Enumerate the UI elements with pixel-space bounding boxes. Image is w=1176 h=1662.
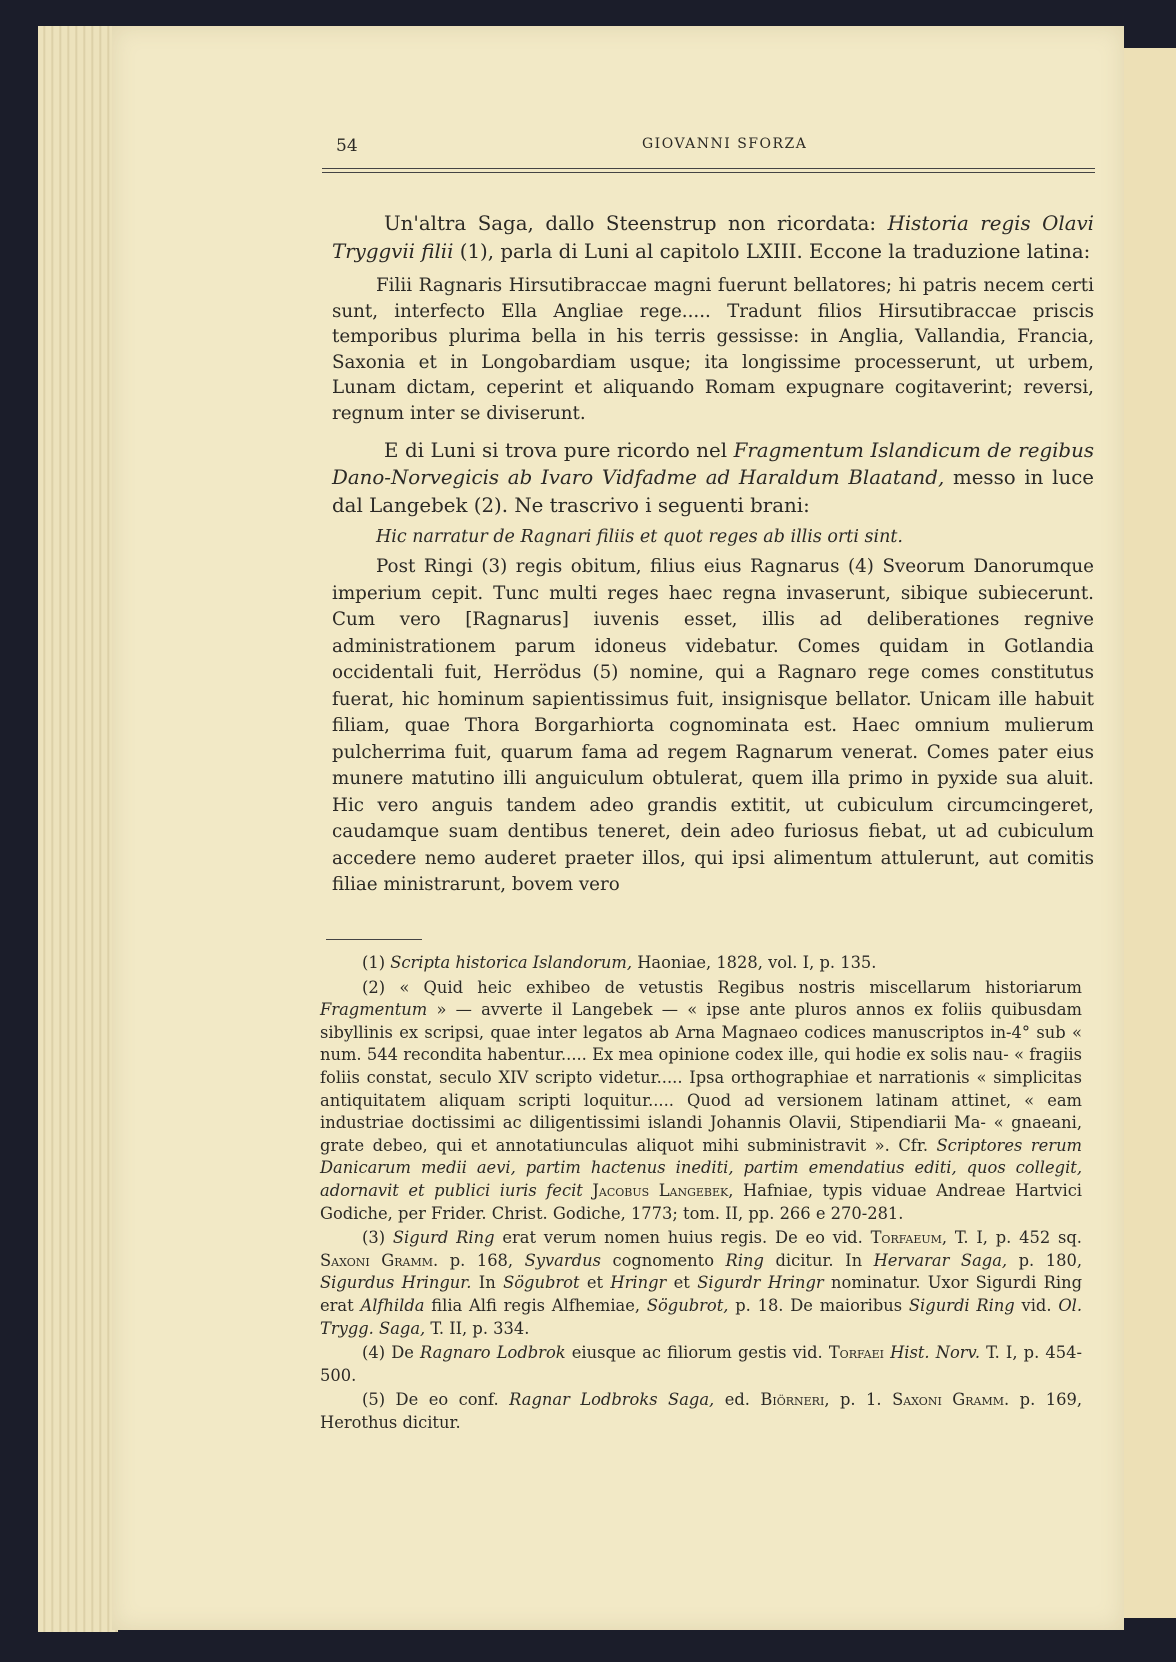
page-number: 54	[336, 136, 358, 156]
main-text	[332, 210, 1094, 899]
page-edges	[38, 26, 118, 1632]
intro-paragraph: Un'altra Saga, dallo Steenstrup non ricordata: Historia regis Olavi Tryggvii filii (1), parla di Luni al capitolo LXIII. Eccone la traduzione latina:	[332, 212, 1094, 263]
footnotes	[320, 952, 1082, 1436]
footnote-5: (5) De eo conf. Ragnar Lodbroks Saga, ed. Biörneri, p. 1. Saxoni Gramm. p. 169, Herothus dicitur.	[320, 1390, 1082, 1432]
section-heading: Hic narratur de Ragnari filiis et quot reges ab illis orti sint.	[376, 527, 903, 548]
second-paragraph: E di Luni si trova pure ricordo nel Fragmentum Islandicum de regibus Dano-Norvegicis ab Ivaro Vidfadme ad Haraldum Blaatand, messo in luce dal Langebek (2). Ne trascrivo i seguenti brani:	[332, 438, 1094, 517]
running-title: GIOVANNI SFORZA	[642, 136, 808, 152]
footnote-3: (3) Sigurd Ring erat verum nomen huius regis. De eo vid. Torfaeum, T. I, p. 452 sq. Saxoni Gramm. p. 168, Syvardus cognomento Ring dicitur. In Hervarar Saga, p. 180, Sigurdus Hringur. In Sögubrot et Hringr et Sigurdr Hringr nominatur. Uxor Sigurdi Ring erat Alfhilda filia Alfi regis Alfhemiae, Sögubrot, p. 18. De maioribus Sigurdi Ring vid. Ol. Trygg. Saga, T. II, p. 334.	[320, 1228, 1083, 1338]
header-rule	[322, 168, 1095, 173]
work-title: Fragmentum Islandicum de regibus Dano-Norvegicis ab Ivaro Vidfadme ad Haraldum Blaatand,	[332, 438, 1094, 490]
facing-page-edge	[1124, 48, 1176, 1618]
footnote-1: (1) Scripta historica Islandorum, Haoniae, 1828, vol. I, p. 135.	[362, 953, 877, 972]
footnote-rule	[326, 939, 422, 940]
latin-quote: Filii Ragnaris Hirsutibraccae magni fuerunt bellatores; hi patris necem certi sunt, interfecto Ella Angliae rege..... Tradunt filios Hirsutibraccae priscis temporibus plurima bella in his terris gessisse: in Anglia, Vallandia, Francia, Saxonia et in Longobardiam usque; ita longissime processerunt, ut urbem, Lunam dictam, ceperint et aliquando Romam expugnare cogitaverint; reversi, regnum inter se diviserunt.	[332, 275, 1094, 424]
chronicle-text: Post Ringi (3) regis obitum, filius eius Ragnarus (4) Sveorum Danorumque imperium cepit. Tunc multi reges haec regna invaserunt, sibique subiecerunt. Cum vero [Ragnarus] iuvenis esset, illis ad deliberationes regnive administrationem parum idoneus videbatur. Comes quidam in Gotlandia occidentali fuit, Herrödus (5) nomine, qui a Ragnaro rege comes constitutus fuerat, hic hominum sapientissimus fuit, insignisque bellator. Unicam ille habuit filiam, quae Thora Borgarhiorta cognominata est. Haec omnium mulierum pulcherrima fuit, quarum fama ad regem Ragnarum venerat. Comes pater eius munere matutino illi anguiculum obtulerat, quem illa primo in pyxide sua aluit. Hic vero anguis tandem adeo grandis extitit, ut cubiculum circumcingeret, caudamque suam dentibus teneret, dein adeo furiosus fiebat, ut ad cubiculum accedere nemo auderet praeter illos, qui ipsi alimentum attulerunt, aut comitis filiae ministrarunt, bovem vero	[332, 556, 1094, 896]
footnote-2: (2) « Quid heic exhibeo de vetustis Regibus nostris miscellarum historiarum Fragmentum » — avverte il Langebek — « ipse ante pluros annos ex foliis quibusdam sibyllinis ex scripsi, quae inter legatos ab Arna Magnaeo codices manuscriptos in-4° sub « num. 544 recondita habentur..... Ex mea opinione codex ille, qui hodie ex solis nau- « fragiis foliis constat, seculo XIV scripto videtur..... Ipsa orthographiae et narrationis « simplicitas antiquitatem aliquam scripti loquitur..... Quod ad versionem latinam attinet, « eam industriae doctissimi ac diligentissimi islandi Johannis Olavii, Stipendiarii Ma- « gnaeani, grate debeo, qui et annotatiunculas aliquot mihi subministravit ». Cfr. Scriptores rerum Danicarum medii aevi, partim hactenus inediti, partim emendatius editi, quos collegit, adornavit et publici iuris fecit Jacobus Langebek, Hafniae, typis viduae Andreae Hartvici Godiche, per Frider. Christ. Godiche, 1773; tom. II, pp. 266 e 270-281.	[320, 977, 1083, 1223]
work-title: Historia regis Olavi Tryggvii filii	[332, 212, 1094, 263]
page-header	[336, 136, 1096, 170]
footnote-4: (4) De Ragnaro Lodbrok eiusque ac filiorum gestis vid. Torfaei Hist. Norv. T. I, p. 454-500.	[320, 1343, 1082, 1385]
